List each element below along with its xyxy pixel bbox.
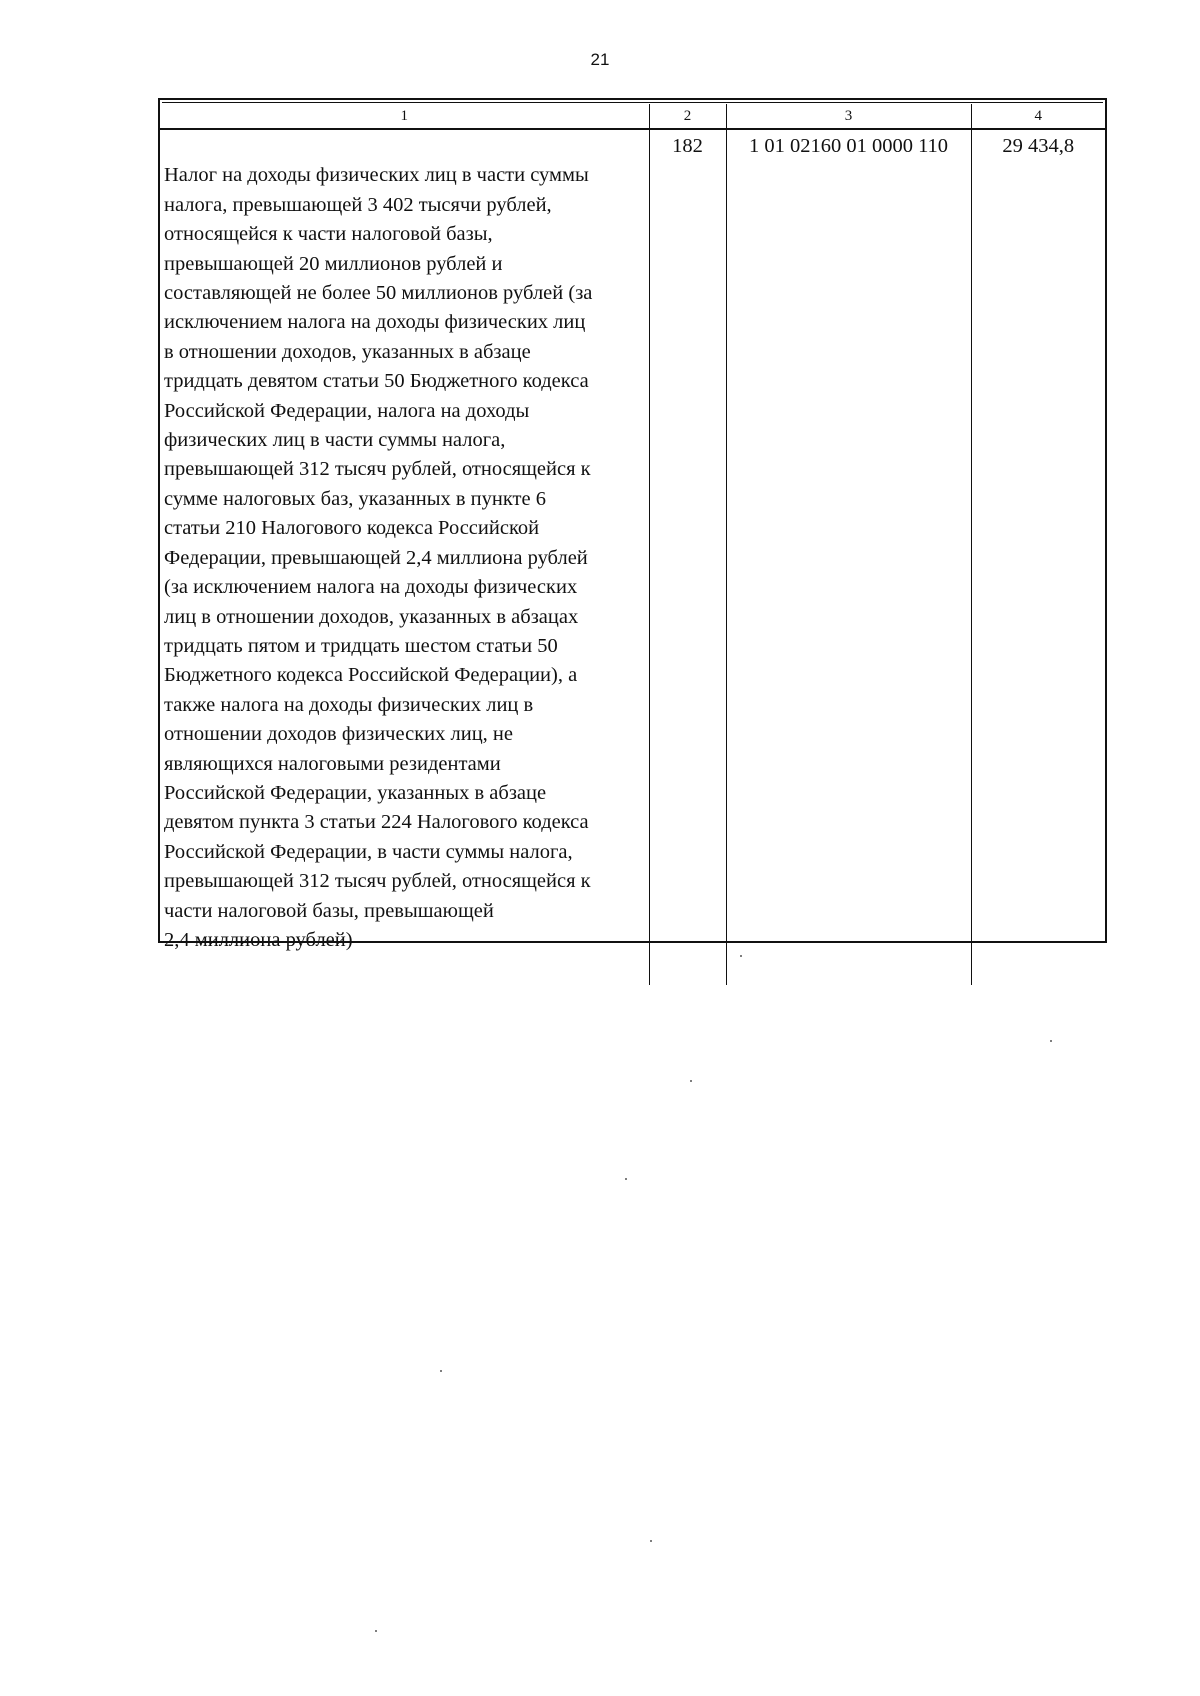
revenue-name-line: превышающей 20 миллионов рублей и <box>164 252 503 275</box>
revenue-name-line: также налога на доходы физических лиц в <box>164 693 534 716</box>
amount-cell: 29 434,8 <box>971 129 1105 985</box>
table-header-row <box>160 104 1105 129</box>
scan-speck <box>375 1630 377 1632</box>
scan-speck <box>440 1370 442 1372</box>
revenue-name-line: статьи 210 Налогового кодекса Российской <box>164 517 540 540</box>
column-header-3: 3 <box>726 104 971 129</box>
revenue-name-line: физических лиц в части суммы налога, <box>164 429 506 452</box>
revenue-name-line: в отношении доходов, указанных в абзаце <box>164 340 531 363</box>
revenue-name-line: являющихся налоговыми резидентами <box>164 752 501 775</box>
revenue-name-line: части налоговой базы, превышающей <box>164 899 494 922</box>
revenue-name-line: отношении доходов физических лиц, не <box>164 723 514 746</box>
revenue-name-cell <box>160 129 649 985</box>
revenue-name-line: (за исключением налога на доходы физических <box>164 576 578 599</box>
budget-revenue-table <box>160 104 1105 985</box>
revenue-name-line: сумме налоговых баз, указанных в пункте 6 <box>164 487 546 510</box>
revenue-name-line: тридцать девятом статьи 50 Бюджетного кодекса <box>164 370 589 393</box>
revenue-name-line: девятом пункта 3 статьи 224 Налогового кодекса <box>164 811 589 834</box>
column-header-4: 4 <box>971 104 1105 129</box>
revenue-name-line: 2,4 миллиона рублей) <box>164 928 353 951</box>
revenue-name-line: тридцать пятом и тридцать шестом статьи 50 <box>164 634 558 657</box>
scan-speck <box>740 955 742 957</box>
scan-speck <box>690 1080 692 1082</box>
scan-speck <box>625 1178 627 1180</box>
revenue-name-line: Российской Федерации, налога на доходы <box>164 399 530 422</box>
revenue-name-line: Налог на доходы физических лиц в части суммы <box>164 164 589 187</box>
column-header-1: 1 <box>160 104 649 129</box>
scan-speck <box>650 1540 652 1542</box>
revenue-name-line: Бюджетного кодекса Российской Федерации), а <box>164 664 578 687</box>
table-top-rule <box>162 102 1103 103</box>
revenue-name-line: исключением налога на доходы физических лиц <box>164 311 586 334</box>
table-row <box>160 129 1105 985</box>
revenue-name-line: лиц в отношении доходов, указанных в абзацах <box>164 605 579 628</box>
revenue-name-line: составляющей не более 50 миллионов рублей (за <box>164 282 593 305</box>
revenue-name-line: Федерации, превышающей 2,4 миллиона рублей <box>164 546 588 569</box>
page-number: 21 <box>590 50 610 69</box>
revenue-name-line: Российской Федерации, в части суммы налога, <box>164 840 573 863</box>
scan-speck <box>1050 1040 1052 1042</box>
revenue-name-line: превышающей 312 тысяч рублей, относящейся к <box>164 458 591 481</box>
revenue-name-line: превышающей 312 тысяч рублей, относящейся к <box>164 870 591 893</box>
revenue-name-text <box>164 161 643 955</box>
revenue-name-line: Российской Федерации, указанных в абзаце <box>164 781 547 804</box>
budget-code-cell: 1 01 02160 01 0000 110 <box>726 129 971 985</box>
column-header-2: 2 <box>649 104 726 129</box>
revenue-name-line: налога, превышающей 3 402 тысячи рублей, <box>164 193 552 216</box>
revenue-name-line: относящейся к части налоговой базы, <box>164 223 493 246</box>
admin-code-cell: 182 <box>649 129 726 985</box>
